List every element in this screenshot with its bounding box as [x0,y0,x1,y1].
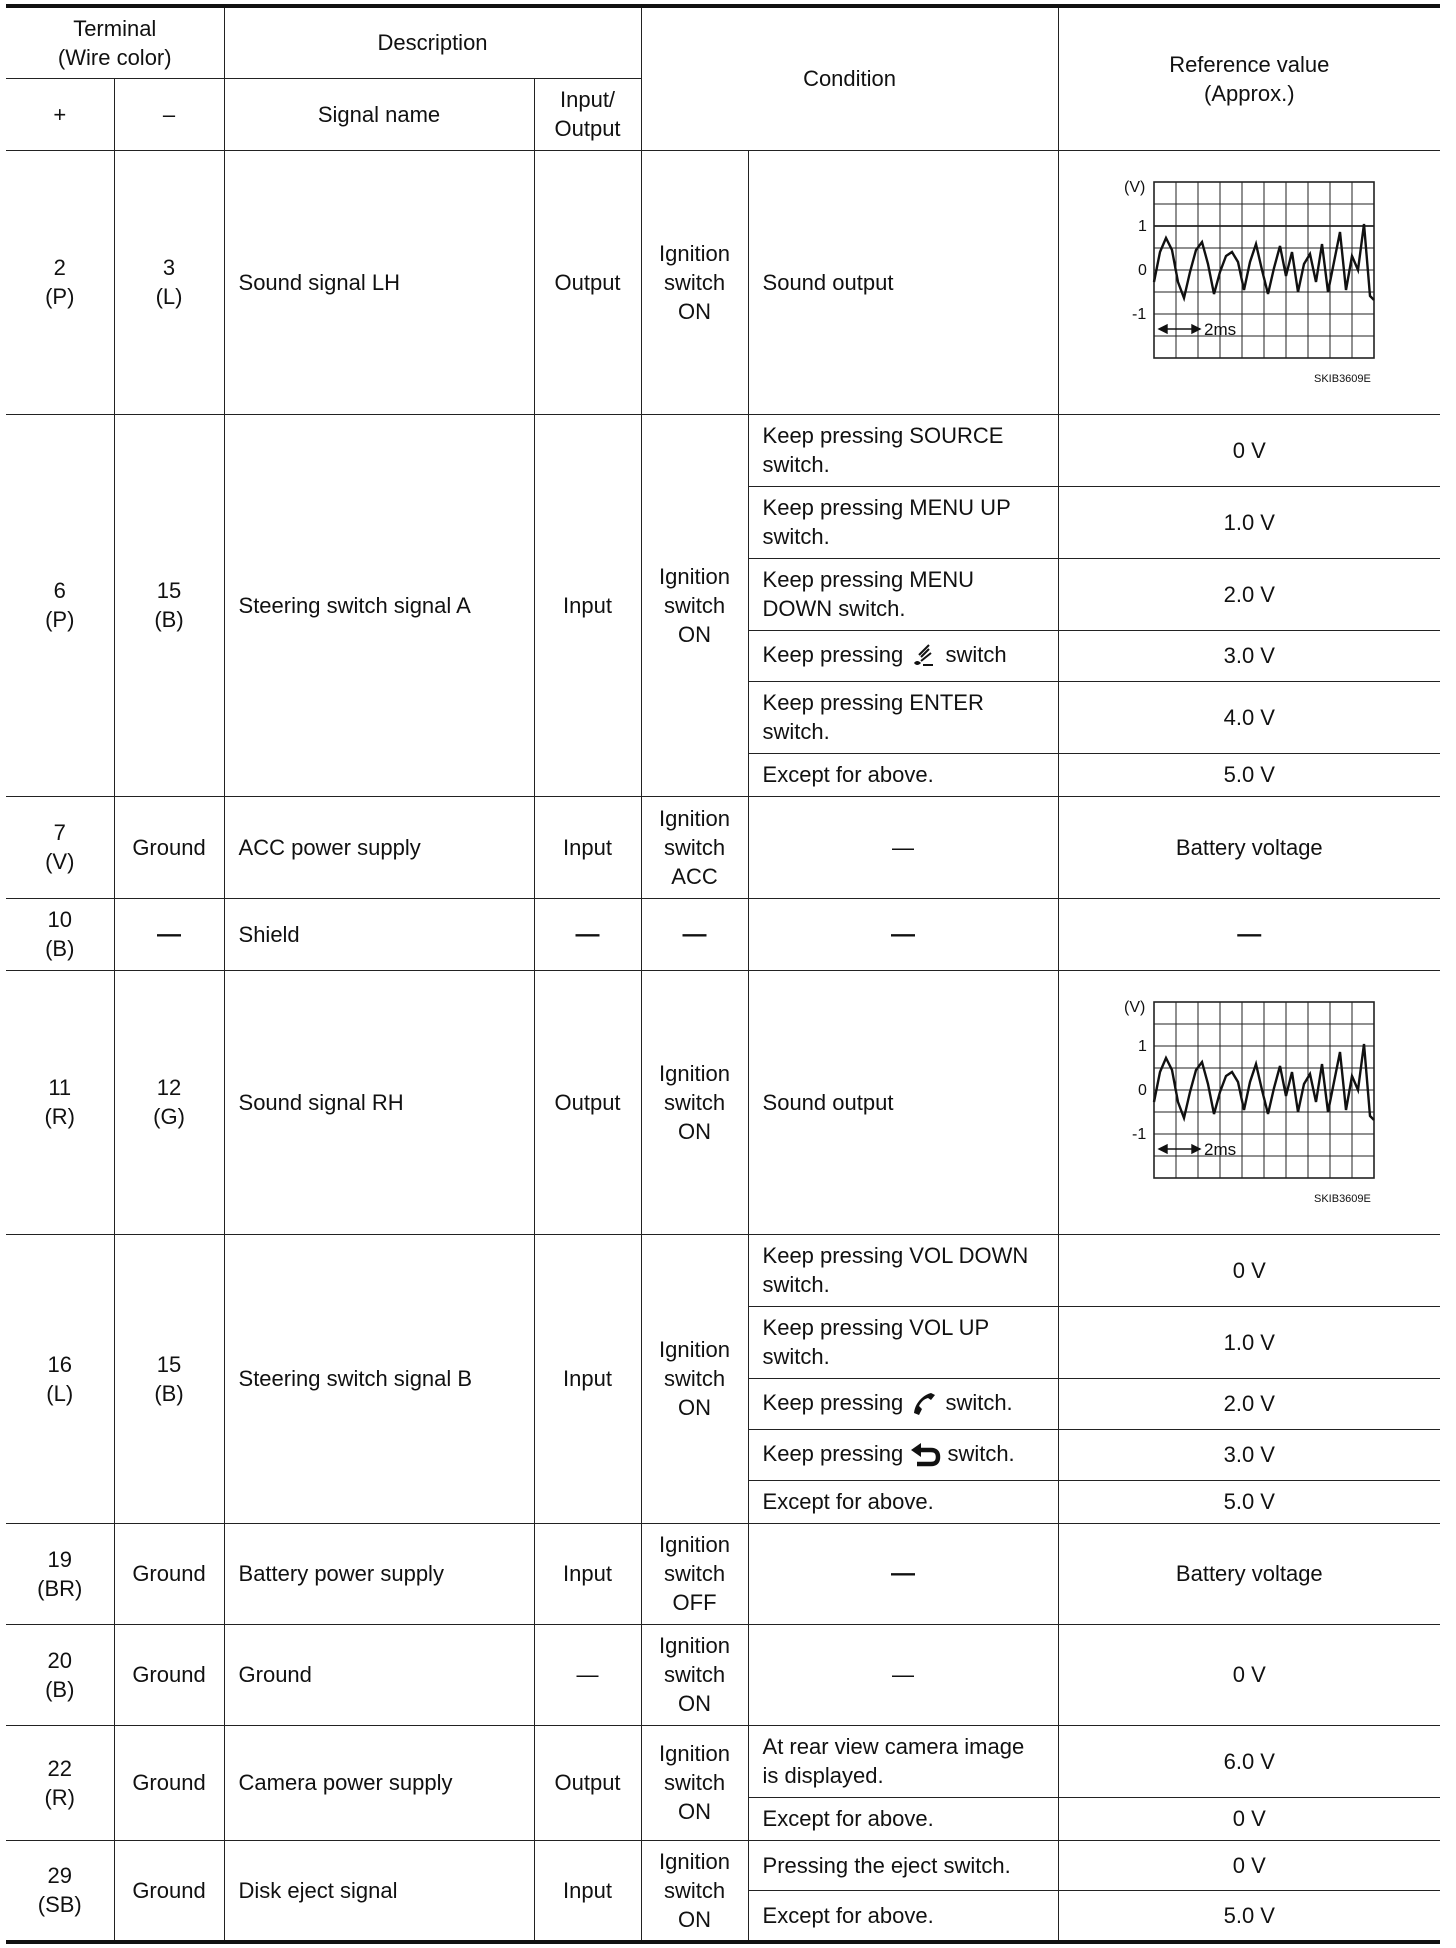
ignition-state [641,796,748,898]
terminal-plus-text: 29 (SB) [37,1863,82,1918]
terminal-plus [6,1840,114,1942]
terminal-minus-text: 12 (G) [153,1075,185,1129]
oscilloscope-waveform-rh [1104,992,1394,1212]
condition: — [748,898,1058,970]
signal-name: Steering switch signal B [224,1234,534,1523]
terminal-reference-table-container [6,4,1440,1940]
terminal-reference-table [6,4,1440,1944]
terminal-plus [6,1725,114,1840]
input-output: Input [534,1234,641,1523]
signal-name: ACC power supply [224,796,534,898]
signal-name: Battery power supply [224,1523,534,1624]
condition-text: Keep pressing [762,641,904,667]
reference-value: 2.0 V [1058,1378,1440,1429]
terminal-plus-text: 19 (BR) [37,1546,83,1601]
input-output: Input [534,1523,641,1624]
condition-text: switch. [945,1389,1013,1415]
terminal-plus-text: 2 (P) [45,255,75,309]
terminal-minus-text: 15 (B) [154,1351,184,1406]
scope-time-label: 2ms [1204,1140,1237,1159]
table-row [6,1234,1440,1306]
condition: — [748,1523,1058,1624]
condition-text: Keep pressing VOL DOWN switch. [762,1243,1029,1297]
condition-text: Keep pressing VOL UP switch. [762,1315,990,1369]
header-io-text: Input/ Output [554,87,621,141]
condition: Sound output [748,150,1058,414]
terminal-minus [114,970,224,1234]
table-row [6,1523,1440,1624]
condition [748,1725,1058,1797]
signal-name: Disk eject signal [224,1840,534,1942]
condition: Except for above. [748,753,1058,796]
signal-name: Sound signal RH [224,970,534,1234]
condition: Except for above. [748,1480,1058,1523]
terminal-minus [114,1234,224,1523]
reference-value: 5.0 V [1058,1480,1440,1523]
table-row [6,150,1440,414]
table-row [6,796,1440,898]
ignition-text: Ignition switch ACC [659,805,730,889]
condition [748,486,1058,558]
terminal-plus [6,1523,114,1624]
terminal-plus [6,150,114,414]
input-output: Input [534,796,641,898]
condition-text: switch. [947,1440,1015,1466]
ignition-state [641,1624,748,1725]
header-condition: Condition [641,6,1058,150]
terminal-plus-text: 20 (B) [45,1647,75,1702]
signal-name: Ground [224,1624,534,1725]
condition [748,1429,1058,1480]
reference-value-waveform [1058,150,1440,414]
terminal-minus: Ground [114,1725,224,1840]
header-signal-name: Signal name [224,78,534,150]
header-terminal-text: Terminal (Wire color) [57,15,172,70]
reference-value: 0 V [1058,1234,1440,1306]
reference-value: 4.0 V [1058,681,1440,753]
ignition-state [641,1234,748,1523]
condition: Pressing the eject switch. [748,1840,1058,1890]
header-terminal [6,6,224,78]
header-reference [1058,6,1440,150]
scope-v-label: (V) [1124,999,1146,1016]
condition-text: Keep pressing SOURCE switch. [762,423,1004,477]
condition [748,558,1058,630]
input-output: — [534,1624,641,1725]
condition: Except for above. [748,1797,1058,1840]
reference-value: 6.0 V [1058,1725,1440,1797]
scope-figure-code: SKIB3609E [1314,1193,1372,1205]
terminal-plus [6,1624,114,1725]
signal-name: Steering switch signal A [224,414,534,796]
condition-text: Keep pressing ENTER switch. [762,690,984,744]
scope-figure-code: SKIB3609E [1314,373,1372,385]
ignition-state: — [641,898,748,970]
input-output: Input [534,414,641,796]
header-reference-text: Reference value (Approx.) [1169,51,1330,106]
condition [748,681,1058,753]
terminal-plus-text: 22 (R) [44,1755,76,1810]
ignition-text: Ignition switch ON [659,1337,730,1420]
ignition-state [641,1840,748,1942]
reference-value: 2.0 V [1058,558,1440,630]
input-output: — [534,898,641,970]
terminal-minus: Ground [114,1624,224,1725]
input-output: Output [534,1725,641,1840]
input-output: Output [534,150,641,414]
terminal-plus [6,970,114,1234]
scope-v-label: (V) [1124,179,1146,196]
reference-value: 3.0 V [1058,1429,1440,1480]
scope-time-arrow [1159,1145,1200,1153]
scope-tick-0: 0 [1138,1082,1148,1099]
voice-icon [909,641,939,671]
ignition-text: Ignition switch OFF [659,1532,730,1615]
reference-value: 5.0 V [1058,1890,1440,1942]
reference-value-waveform [1058,970,1440,1234]
header-description: Description [224,6,641,78]
scope-tick-0: 0 [1138,262,1148,279]
condition [748,630,1058,681]
table-row [6,1624,1440,1725]
table-row [6,1725,1440,1797]
terminal-minus-text: 15 (B) [154,578,184,632]
terminal-minus [114,414,224,796]
condition: — [748,1624,1058,1725]
condition-text: Keep pressing MENU UP switch. [762,495,1011,549]
scope-time-arrow [1159,325,1200,333]
ignition-state [641,150,748,414]
terminal-plus [6,1234,114,1523]
condition-text: switch [945,641,1007,667]
terminal-plus-text: 6 (P) [45,578,75,632]
terminal-minus: Ground [114,796,224,898]
terminal-minus: Ground [114,1840,224,1942]
scope-tick-1: 1 [1138,218,1148,235]
condition [748,414,1058,486]
ignition-text: Ignition switch ON [659,1633,730,1716]
reference-value: 3.0 V [1058,630,1440,681]
ignition-text: Ignition switch ON [659,563,730,647]
terminal-plus-text: 16 (L) [46,1351,74,1406]
header-row-1 [6,6,1440,78]
terminal-minus-text: 3 (L) [155,255,183,309]
terminal-plus-text: 10 (B) [45,907,75,961]
terminal-plus-text: 7 (V) [45,820,75,874]
condition [748,1378,1058,1429]
condition-text: At rear view camera image is displayed. [762,1734,1025,1788]
phone-icon [909,1389,939,1419]
oscilloscope-waveform-lh [1104,172,1394,392]
table-row [6,414,1440,486]
scope-grid [1154,182,1374,358]
reference-value: 0 V [1058,1840,1440,1890]
reference-value: Battery voltage [1058,796,1440,898]
table-row [6,898,1440,970]
ignition-state [641,970,748,1234]
condition: Except for above. [748,1890,1058,1942]
condition [748,1234,1058,1306]
terminal-plus [6,414,114,796]
input-output: Output [534,970,641,1234]
terminal-minus: Ground [114,1523,224,1624]
condition: — [748,796,1058,898]
signal-name: Camera power supply [224,1725,534,1840]
ignition-state [641,1523,748,1624]
condition-text: Keep pressing [762,1389,904,1415]
condition-text: Keep pressing MENU DOWN switch. [762,567,975,621]
terminal-minus: — [114,898,224,970]
header-plus: + [6,78,114,150]
ignition-text: Ignition switch ON [659,1060,730,1144]
table-row [6,1840,1440,1890]
terminal-plus [6,898,114,970]
ignition-text: Ignition switch ON [659,1741,730,1824]
scope-time-label: 2ms [1204,320,1237,339]
signal-name: Shield [224,898,534,970]
terminal-plus-text: 11 (R) [44,1075,76,1129]
table-row [6,970,1440,1234]
terminal-minus [114,150,224,414]
reference-value: 1.0 V [1058,486,1440,558]
ignition-text: Ignition switch ON [659,1848,730,1932]
condition-text: Keep pressing [762,1440,904,1466]
reference-value: Battery voltage [1058,1523,1440,1624]
scope-tick-1: 1 [1138,1038,1148,1055]
scope-grid [1154,1002,1374,1178]
condition: Sound output [748,970,1058,1234]
reference-value: 0 V [1058,1797,1440,1840]
input-output: Input [534,1840,641,1942]
signal-name: Sound signal LH [224,150,534,414]
ignition-state [641,414,748,796]
scope-tick-m1: -1 [1132,306,1147,323]
reference-value: 5.0 V [1058,753,1440,796]
reference-value: — [1058,898,1440,970]
header-input-output [534,78,641,150]
ignition-text: Ignition switch ON [659,240,730,324]
terminal-plus [6,796,114,898]
reference-value: 0 V [1058,1624,1440,1725]
scope-tick-m1: -1 [1132,1126,1147,1143]
ignition-state [641,1725,748,1840]
condition [748,1306,1058,1378]
reference-value: 0 V [1058,414,1440,486]
back-arrow-icon [909,1440,941,1470]
reference-value: 1.0 V [1058,1306,1440,1378]
header-minus: – [114,78,224,150]
